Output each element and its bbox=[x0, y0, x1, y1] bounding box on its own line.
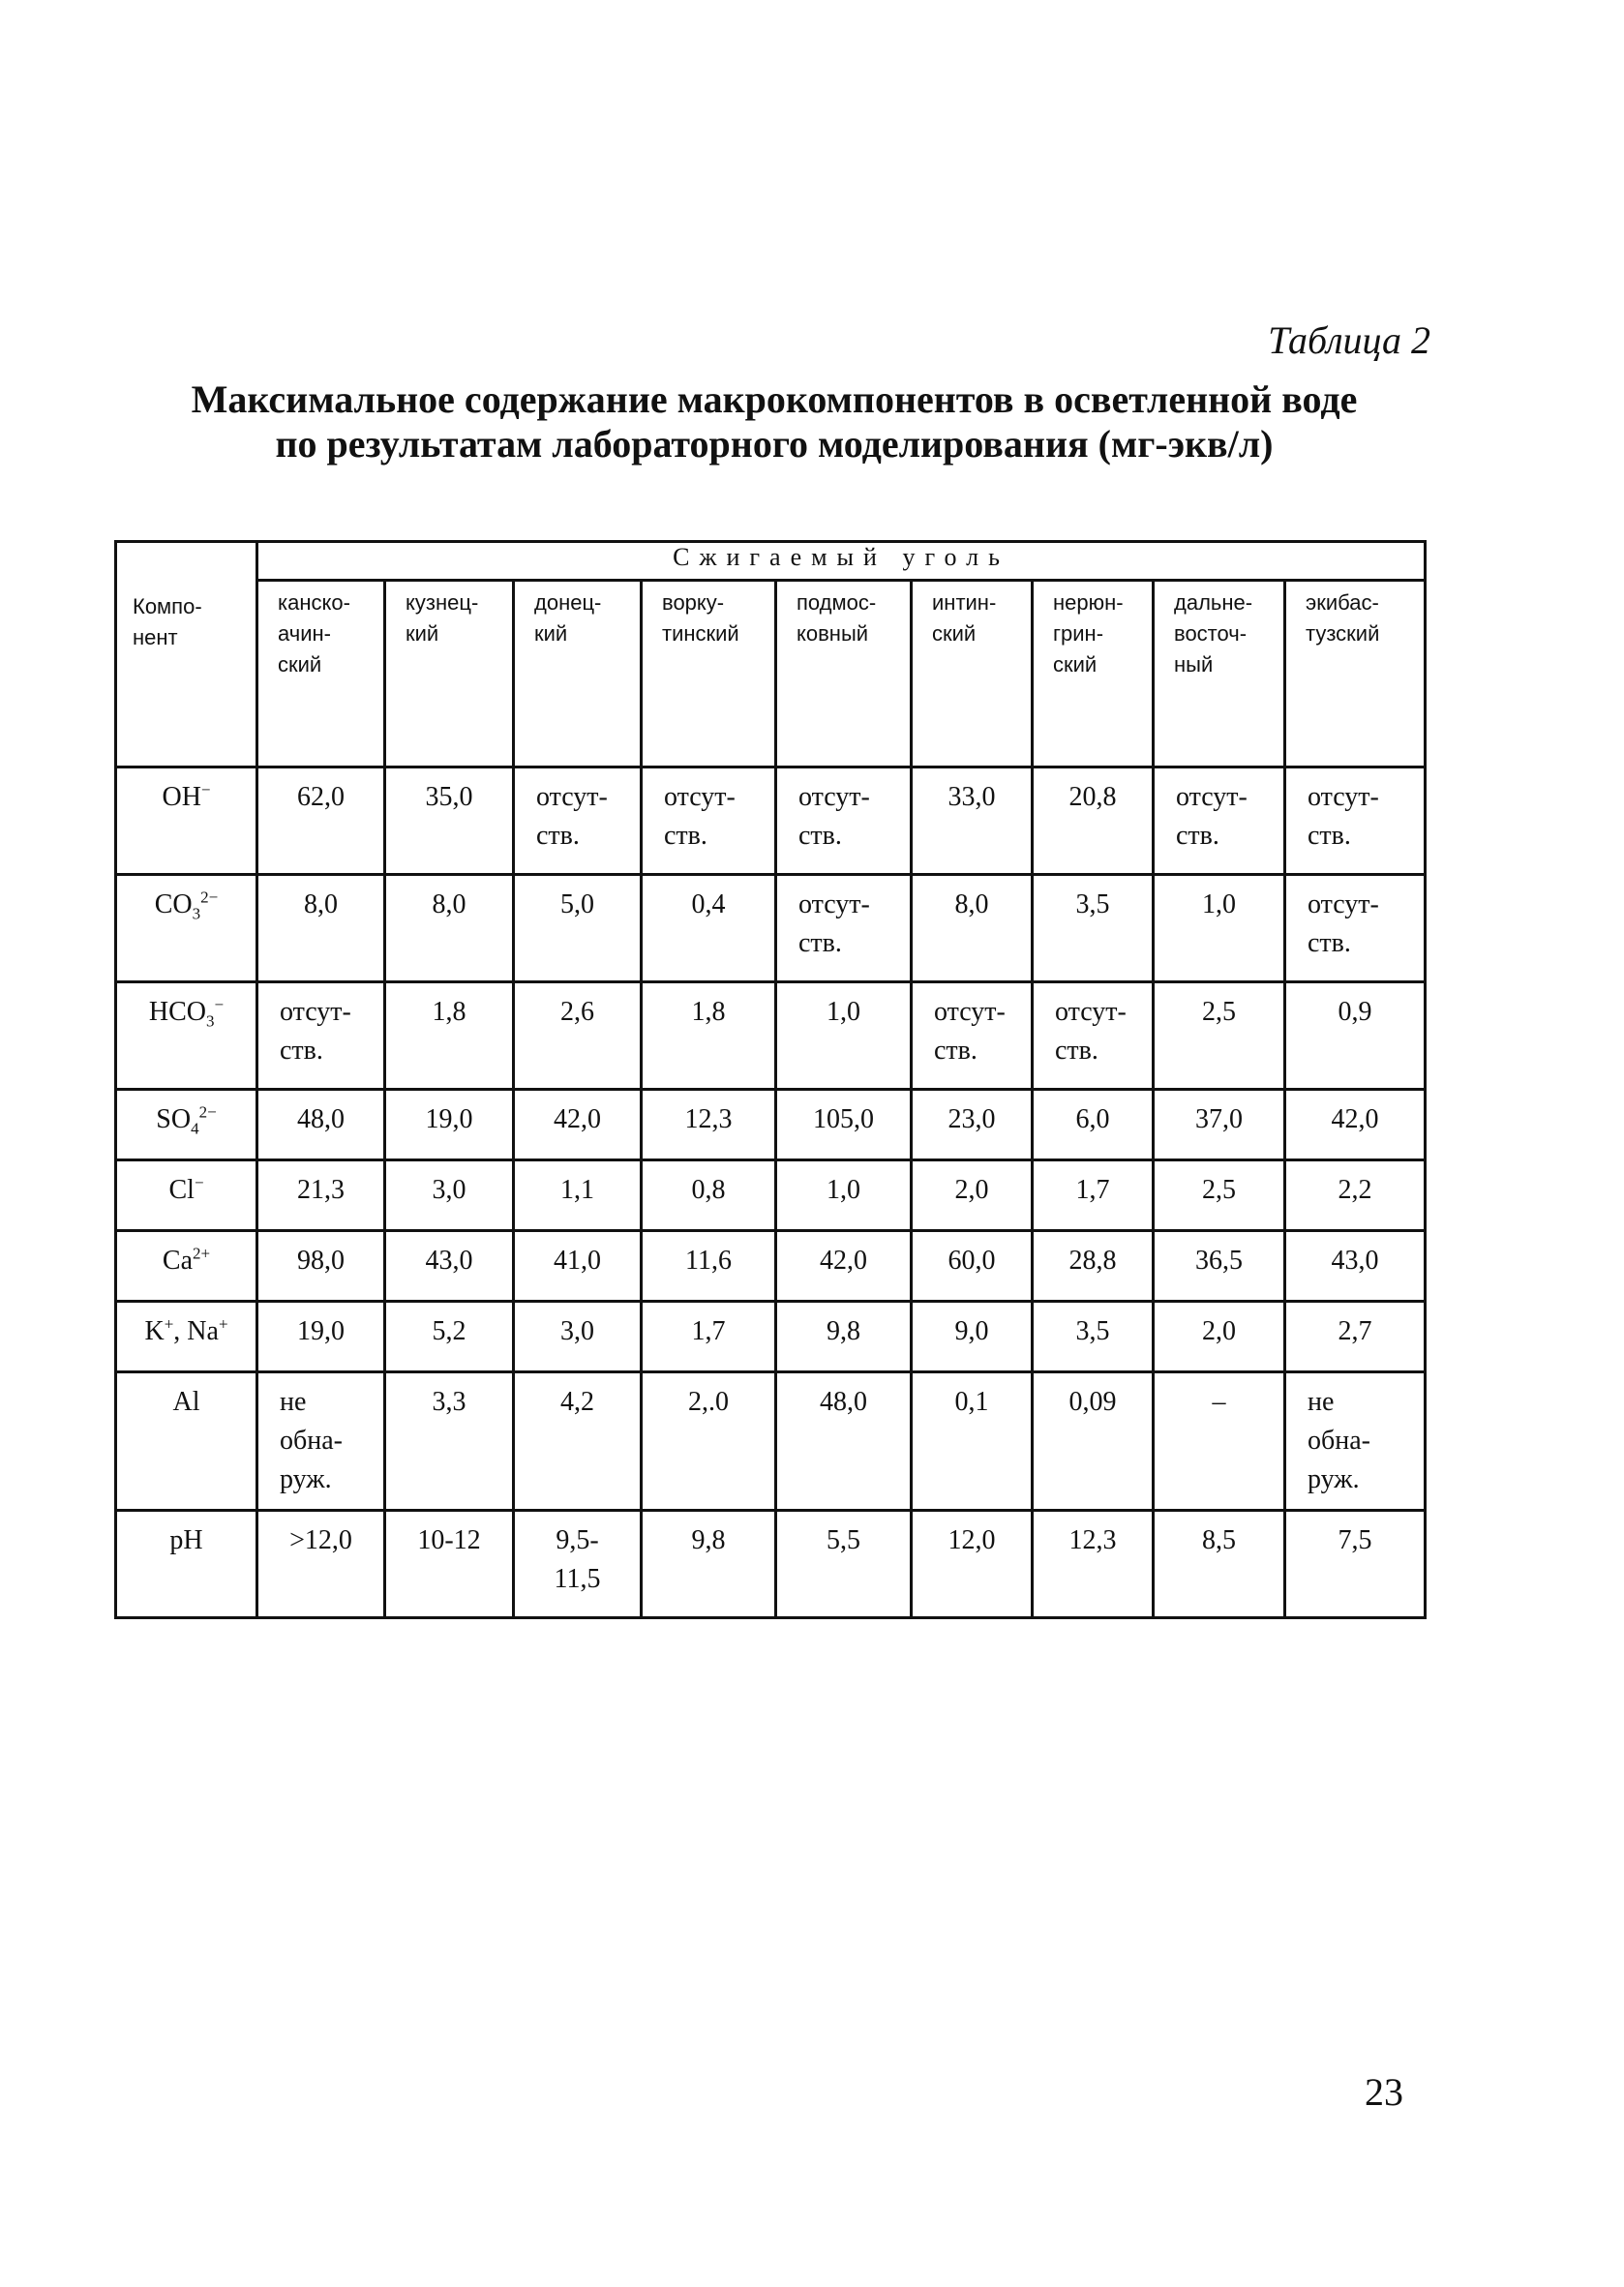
cell-line: 3,0 bbox=[432, 1175, 466, 1205]
cell-line: – bbox=[1212, 1387, 1226, 1417]
column-header bbox=[912, 581, 1033, 767]
table-cell bbox=[912, 982, 1033, 1090]
table-row bbox=[116, 982, 1426, 1090]
column-header bbox=[385, 581, 514, 767]
cell-line: ств. bbox=[934, 1036, 977, 1066]
cell-line: 1,0 bbox=[827, 997, 860, 1027]
cell-line: 62,0 bbox=[297, 782, 345, 812]
table-cell bbox=[1033, 767, 1154, 875]
cell-line: отсут- bbox=[1176, 782, 1248, 812]
cell-line: >12,0 bbox=[289, 1525, 352, 1555]
table-cell bbox=[642, 1511, 776, 1618]
component-header-line: Компо- bbox=[133, 594, 202, 618]
component-base: K bbox=[144, 1316, 165, 1346]
column-header-line: экибас- bbox=[1306, 590, 1379, 616]
table-cell bbox=[1154, 1511, 1285, 1618]
table-cell bbox=[776, 1231, 912, 1302]
column-header-line: тинский bbox=[662, 621, 739, 647]
cell-line: 1,0 bbox=[827, 1175, 860, 1205]
cell-line: 48,0 bbox=[820, 1387, 867, 1417]
component-label bbox=[116, 1231, 257, 1302]
component-label bbox=[116, 875, 257, 982]
table-cell bbox=[385, 1090, 514, 1160]
table-cell bbox=[385, 982, 514, 1090]
column-header-line: кий bbox=[406, 621, 439, 647]
column-header-line: ворку- bbox=[662, 590, 725, 616]
cell-line: 12,0 bbox=[947, 1525, 996, 1555]
table-cell bbox=[514, 1090, 642, 1160]
column-header-line: ский bbox=[932, 621, 977, 647]
cell-line: 105,0 bbox=[813, 1104, 874, 1134]
cell-line: 60,0 bbox=[947, 1246, 996, 1276]
table-cell bbox=[1285, 1090, 1426, 1160]
table-cell bbox=[642, 1302, 776, 1372]
cell-line: 2,.0 bbox=[688, 1387, 729, 1417]
table-cell bbox=[776, 1372, 912, 1511]
cell-line: 42,0 bbox=[820, 1246, 867, 1276]
table-row bbox=[116, 1090, 1426, 1160]
table-cell bbox=[514, 767, 642, 875]
table-cell bbox=[1154, 1231, 1285, 1302]
cell-line: 1,8 bbox=[432, 997, 466, 1027]
table-cell bbox=[1285, 1511, 1426, 1618]
component-base: Ca bbox=[162, 1246, 193, 1276]
column-header-line: ный bbox=[1174, 652, 1214, 677]
component-label bbox=[116, 1160, 257, 1231]
table-row bbox=[116, 767, 1426, 875]
table-cell bbox=[1033, 875, 1154, 982]
table-label: Таблица 2 bbox=[1268, 318, 1430, 362]
table-cell bbox=[385, 1511, 514, 1618]
table-cell bbox=[514, 1511, 642, 1618]
cell-line: 33,0 bbox=[947, 782, 996, 812]
cell-line: 20,8 bbox=[1068, 782, 1117, 812]
column-header bbox=[1033, 581, 1154, 767]
table-cell bbox=[912, 767, 1033, 875]
component-label bbox=[116, 1372, 257, 1511]
cell-line: 23,0 bbox=[947, 1104, 996, 1134]
cell-line: 2,7 bbox=[1338, 1316, 1372, 1346]
cell-line: 41,0 bbox=[554, 1246, 601, 1276]
component-subscript: 3 bbox=[206, 1011, 215, 1031]
cell-line: 3,3 bbox=[432, 1387, 466, 1417]
table-cell bbox=[385, 1160, 514, 1231]
table-cell bbox=[1033, 1302, 1154, 1372]
cell-line: 1,8 bbox=[691, 997, 726, 1027]
cell-line: 7,5 bbox=[1338, 1525, 1372, 1555]
table-cell bbox=[642, 1372, 776, 1511]
component-superscript: − bbox=[214, 995, 225, 1014]
table-cell bbox=[776, 875, 912, 982]
table-cell bbox=[912, 1372, 1033, 1511]
component-label bbox=[116, 1511, 257, 1618]
column-header-line: восточ- bbox=[1174, 621, 1248, 647]
table-row bbox=[116, 875, 1426, 982]
table-cell bbox=[912, 1302, 1033, 1372]
component-header-line: нент bbox=[133, 625, 178, 649]
table-title-line-2: по результатам лабораторного моделирования (мг-экв/л) bbox=[275, 422, 1274, 466]
table-cell bbox=[1154, 767, 1285, 875]
column-header-line: кий bbox=[534, 621, 568, 647]
cell-line: 5,0 bbox=[560, 889, 594, 919]
cell-line: 2,5 bbox=[1202, 997, 1236, 1027]
cell-line: 19,0 bbox=[425, 1104, 473, 1134]
table-cell bbox=[257, 767, 385, 875]
table-cell bbox=[1154, 875, 1285, 982]
table-cell bbox=[1033, 1231, 1154, 1302]
cell-line: 9,0 bbox=[954, 1316, 989, 1346]
table-cell bbox=[912, 1090, 1033, 1160]
component-base: OH bbox=[162, 782, 201, 812]
table-cell bbox=[776, 767, 912, 875]
table-cell bbox=[385, 767, 514, 875]
group-header: Сжигаемый уголь bbox=[257, 542, 1426, 581]
cell-line: ств. bbox=[664, 821, 707, 851]
cell-line: 1,7 bbox=[1075, 1175, 1110, 1205]
component-superscript: + bbox=[164, 1314, 174, 1334]
column-header bbox=[514, 581, 642, 767]
cell-line: 1,1 bbox=[560, 1175, 594, 1205]
table-cell bbox=[912, 875, 1033, 982]
cell-line: 98,0 bbox=[297, 1246, 345, 1276]
column-header bbox=[257, 581, 385, 767]
cell-line: отсут- bbox=[664, 782, 736, 812]
cell-line: 0,4 bbox=[691, 889, 726, 919]
table-cell bbox=[385, 1231, 514, 1302]
cell-line: 19,0 bbox=[297, 1316, 345, 1346]
component-header-cell bbox=[116, 542, 257, 767]
cell-line: 9,5- bbox=[556, 1525, 599, 1555]
page-number: 23 bbox=[1365, 2070, 1403, 2114]
component-subscript: 4 bbox=[191, 1119, 199, 1138]
column-header-line: грин- bbox=[1053, 621, 1104, 647]
table-row bbox=[116, 1302, 1426, 1372]
component-label bbox=[116, 982, 257, 1090]
cell-line: 36,5 bbox=[1195, 1246, 1243, 1276]
component-label bbox=[116, 767, 257, 875]
table-cell bbox=[1033, 1511, 1154, 1618]
cell-line: ств. bbox=[1308, 821, 1351, 851]
component-base: Cl bbox=[168, 1175, 195, 1205]
column-header-line: канско- bbox=[278, 590, 350, 616]
cell-line: отсут- bbox=[1055, 997, 1127, 1027]
cell-line: руж. bbox=[280, 1464, 332, 1494]
table-cell bbox=[912, 1231, 1033, 1302]
column-header-line: дальне- bbox=[1174, 590, 1253, 616]
table-cell bbox=[1285, 875, 1426, 982]
cell-line: 9,8 bbox=[691, 1525, 726, 1555]
column-header-line: кузнец- bbox=[406, 590, 479, 616]
data-table bbox=[114, 540, 1427, 1619]
component-superscript: − bbox=[194, 1173, 204, 1192]
table-cell bbox=[1285, 982, 1426, 1090]
cell-line: 11,6 bbox=[685, 1246, 732, 1276]
column-header-line: донец- bbox=[534, 590, 602, 616]
component-base: pH bbox=[169, 1525, 203, 1555]
cell-line: отсут- bbox=[1308, 782, 1379, 812]
cell-line: не bbox=[280, 1387, 307, 1417]
cell-line: отсут- bbox=[934, 997, 1006, 1027]
table-cell bbox=[1154, 1302, 1285, 1372]
cell-line: ств. bbox=[798, 928, 842, 958]
table-cell bbox=[514, 1302, 642, 1372]
table-cell bbox=[1033, 1372, 1154, 1511]
table-cell bbox=[642, 767, 776, 875]
cell-line: 5,5 bbox=[827, 1525, 860, 1555]
table-row bbox=[116, 1372, 1426, 1511]
cell-line: 1,7 bbox=[691, 1316, 726, 1346]
cell-line: не bbox=[1308, 1387, 1335, 1417]
cell-line: 48,0 bbox=[297, 1104, 345, 1134]
cell-line: 28,8 bbox=[1068, 1246, 1117, 1276]
cell-line: 3,5 bbox=[1075, 1316, 1110, 1346]
cell-line: 43,0 bbox=[425, 1246, 473, 1276]
table-cell bbox=[257, 1160, 385, 1231]
table-cell bbox=[257, 982, 385, 1090]
cell-line: 2,5 bbox=[1202, 1175, 1236, 1205]
table-cell bbox=[1033, 1090, 1154, 1160]
table-cell bbox=[642, 1090, 776, 1160]
cell-line: 9,8 bbox=[827, 1316, 860, 1346]
cell-line: 43,0 bbox=[1331, 1246, 1379, 1276]
component-superscript: 2+ bbox=[193, 1244, 211, 1263]
cell-line: отсут- bbox=[1308, 889, 1379, 919]
cell-line: 21,3 bbox=[297, 1175, 345, 1205]
cell-line: 2,2 bbox=[1338, 1175, 1372, 1205]
cell-line: 0,09 bbox=[1068, 1387, 1117, 1417]
cell-line: отсут- bbox=[798, 782, 870, 812]
cell-line: 3,0 bbox=[560, 1316, 594, 1346]
column-header-line: нерюн- bbox=[1053, 590, 1124, 616]
column-header bbox=[776, 581, 912, 767]
component-subscript: 3 bbox=[192, 904, 201, 923]
table-cell bbox=[1285, 1160, 1426, 1231]
table-cell bbox=[514, 1160, 642, 1231]
table-cell bbox=[1285, 1231, 1426, 1302]
table-cell bbox=[642, 982, 776, 1090]
component-extra-superscript: + bbox=[218, 1314, 228, 1334]
cell-line: ств. bbox=[1055, 1036, 1098, 1066]
table-cell bbox=[257, 1090, 385, 1160]
table-cell bbox=[912, 1160, 1033, 1231]
table-cell bbox=[514, 1372, 642, 1511]
table-cell bbox=[257, 1372, 385, 1511]
component-superscript: − bbox=[200, 780, 211, 799]
table-cell bbox=[776, 1302, 912, 1372]
cell-line: ств. bbox=[536, 821, 580, 851]
component-label bbox=[116, 1090, 257, 1160]
cell-line: 2,0 bbox=[1202, 1316, 1236, 1346]
cell-line: 8,0 bbox=[432, 889, 466, 919]
component-superscript: 2− bbox=[200, 888, 219, 907]
table-cell bbox=[385, 1302, 514, 1372]
table-cell bbox=[1285, 1302, 1426, 1372]
component-superscript: 2− bbox=[198, 1102, 217, 1122]
component-label bbox=[116, 1302, 257, 1372]
cell-line: 0,9 bbox=[1338, 997, 1372, 1027]
table-row bbox=[116, 1511, 1426, 1618]
table-cell bbox=[912, 1511, 1033, 1618]
cell-line: 37,0 bbox=[1195, 1104, 1243, 1134]
table-cell bbox=[385, 1372, 514, 1511]
cell-line: 12,3 bbox=[1068, 1525, 1117, 1555]
table-cell bbox=[642, 1160, 776, 1231]
cell-line: 0,8 bbox=[691, 1175, 726, 1205]
column-header-line: ковный bbox=[797, 621, 869, 647]
table-cell bbox=[257, 875, 385, 982]
cell-line: 3,5 bbox=[1075, 889, 1110, 919]
cell-line: 6,0 bbox=[1075, 1104, 1110, 1134]
table-cell bbox=[1154, 982, 1285, 1090]
column-header-line: интин- bbox=[932, 590, 997, 616]
table-cell bbox=[1154, 1372, 1285, 1511]
cell-line: отсут- bbox=[536, 782, 608, 812]
cell-line: отсут- bbox=[280, 997, 351, 1027]
component-base: Al bbox=[172, 1387, 200, 1417]
table-cell bbox=[776, 1090, 912, 1160]
cell-line: ств. bbox=[1308, 928, 1351, 958]
column-header-line: ачин- bbox=[278, 621, 331, 647]
table-cell bbox=[776, 1511, 912, 1618]
column-header-line: ский bbox=[1053, 652, 1098, 677]
component-extra: , Na bbox=[173, 1316, 219, 1346]
cell-line: 8,0 bbox=[954, 889, 989, 919]
table-title-line-1: Максимальное содержание макрокомпонентов в осветленной воде bbox=[191, 377, 1358, 421]
table-cell bbox=[1154, 1160, 1285, 1231]
table-cell bbox=[385, 875, 514, 982]
cell-line: 1,0 bbox=[1202, 889, 1236, 919]
column-header-line: тузский bbox=[1306, 621, 1380, 647]
column-header bbox=[642, 581, 776, 767]
table-cell bbox=[1285, 767, 1426, 875]
column-header-line: ский bbox=[278, 652, 322, 677]
cell-line: обна- bbox=[280, 1426, 343, 1456]
component-base: CO bbox=[154, 889, 193, 919]
table-row bbox=[116, 1160, 1426, 1231]
cell-line: ств. bbox=[280, 1036, 323, 1066]
table-cell bbox=[257, 1511, 385, 1618]
cell-line: 11,5 bbox=[554, 1564, 601, 1594]
cell-line: 2,6 bbox=[560, 997, 594, 1027]
cell-line: отсут- bbox=[798, 889, 870, 919]
cell-line: 8,0 bbox=[304, 889, 338, 919]
table-cell bbox=[1033, 982, 1154, 1090]
cell-line: 4,2 bbox=[560, 1387, 594, 1417]
column-header bbox=[1285, 581, 1426, 767]
cell-line: 8,5 bbox=[1202, 1525, 1236, 1555]
cell-line: руж. bbox=[1308, 1464, 1360, 1494]
cell-line: обна- bbox=[1308, 1426, 1370, 1456]
cell-line: 5,2 bbox=[432, 1316, 466, 1346]
cell-line: 0,1 bbox=[954, 1387, 989, 1417]
cell-line: ств. bbox=[1176, 821, 1219, 851]
cell-line: 35,0 bbox=[425, 782, 473, 812]
table-cell bbox=[776, 982, 912, 1090]
table-cell bbox=[1154, 1090, 1285, 1160]
cell-line: 12,3 bbox=[684, 1104, 733, 1134]
cell-line: 10-12 bbox=[417, 1525, 481, 1555]
table-cell bbox=[776, 1160, 912, 1231]
table-cell bbox=[1033, 1160, 1154, 1231]
cell-line: ств. bbox=[798, 821, 842, 851]
table-cell bbox=[1285, 1372, 1426, 1511]
column-header bbox=[1154, 581, 1285, 767]
cell-line: 42,0 bbox=[554, 1104, 601, 1134]
cell-line: 42,0 bbox=[1331, 1104, 1379, 1134]
cell-line: 2,0 bbox=[954, 1175, 989, 1205]
component-base: SO bbox=[156, 1104, 192, 1134]
table-cell bbox=[257, 1231, 385, 1302]
table-cell bbox=[257, 1302, 385, 1372]
table-title bbox=[97, 377, 1452, 466]
column-header-line: подмос- bbox=[797, 590, 877, 616]
table-cell bbox=[642, 875, 776, 982]
component-base: HCO bbox=[148, 997, 207, 1027]
table-cell bbox=[514, 982, 642, 1090]
table-cell bbox=[514, 875, 642, 982]
table-cell bbox=[514, 1231, 642, 1302]
table-row bbox=[116, 1231, 1426, 1302]
table-cell bbox=[642, 1231, 776, 1302]
